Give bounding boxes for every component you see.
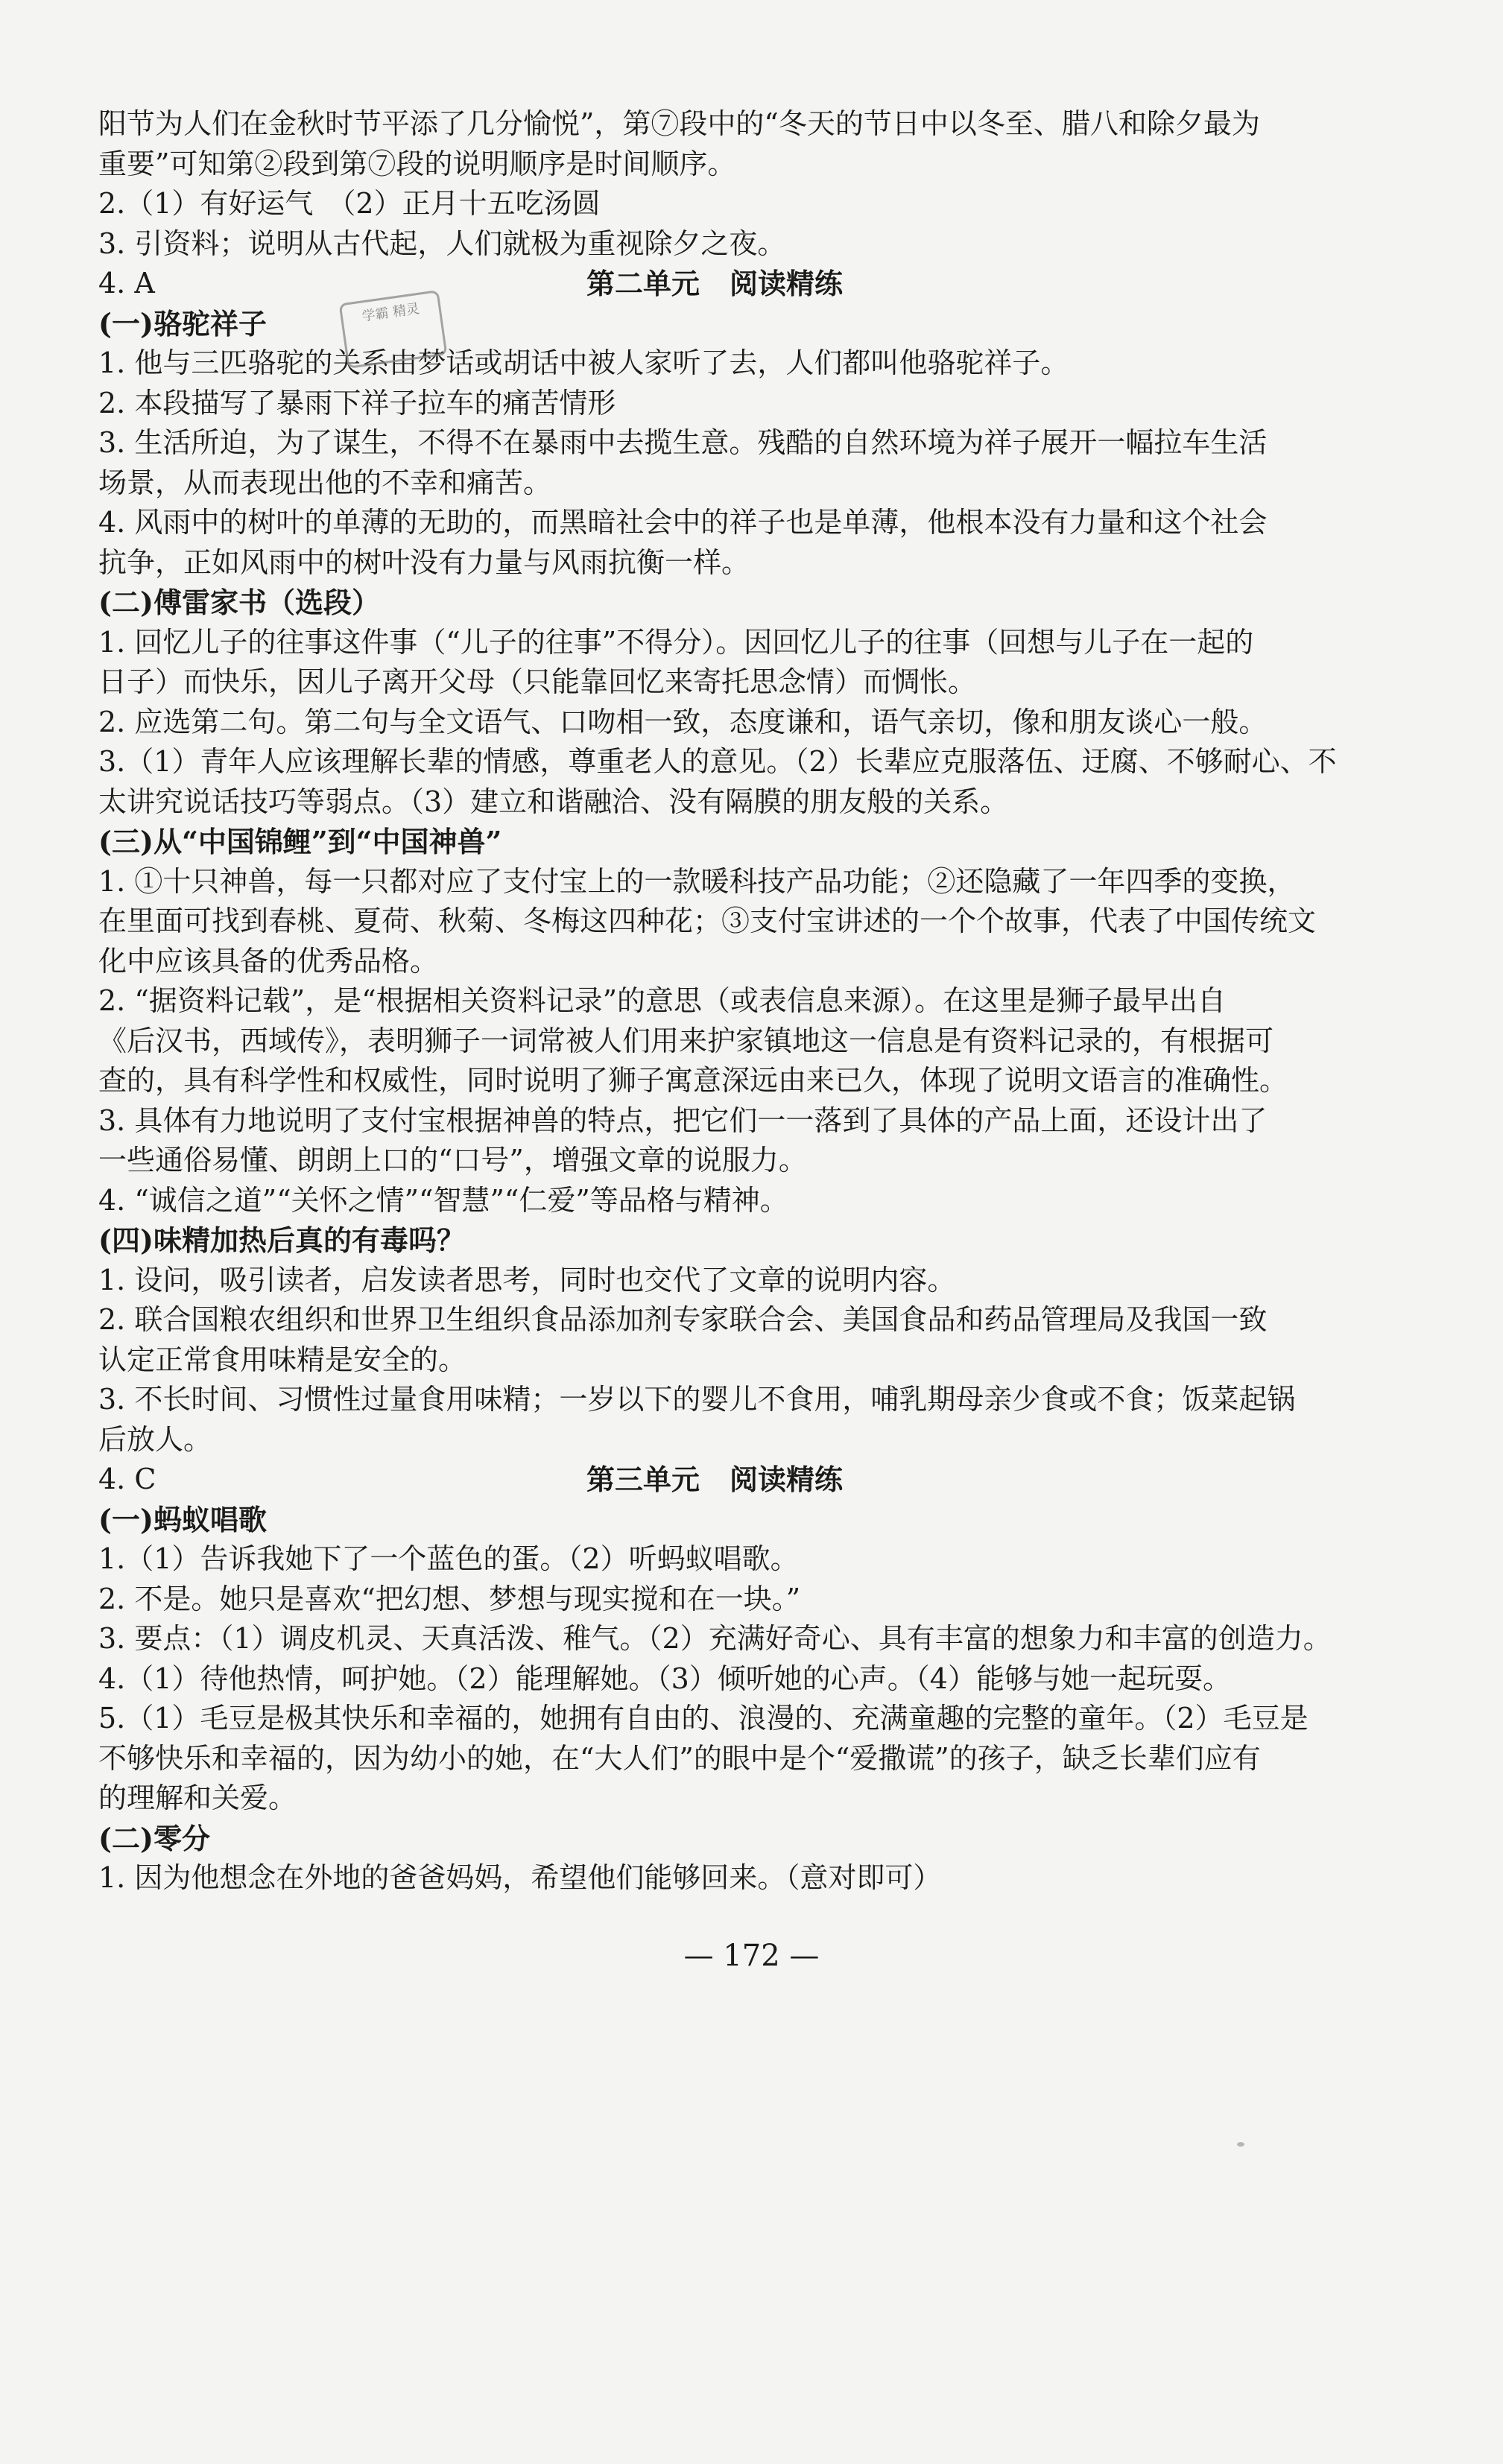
page-number: — 172 —: [683, 1939, 820, 1973]
text-line: 2. 联合国粮农组织和世界卫生组织食品添加剂专家联合会、美国食品和药品管理局及我国一致: [98, 1303, 1268, 1336]
text-line: 1. 回忆儿子的往事这件事（“儿子的往事”不得分）。因回忆儿子的往事（回想与儿子在一起的: [98, 625, 1254, 659]
text-line: 2. 不是。她只是喜欢“把幻想、梦想与现实搅和在一块。”: [98, 1582, 801, 1615]
text-line: 1. 设问，吸引读者，启发读者思考，同时也交代了文章的说明内容。: [98, 1263, 956, 1296]
answer-text: [98, 104, 1380, 1898]
text-line: 2. “据资料记载”，是“根据相关资料记录”的意思（或表信息来源）。在这里是狮子最早出自: [98, 984, 1227, 1017]
section-heading: (三)从“中国锦鲤”到“中国神兽”: [98, 825, 502, 858]
text-line: 2. 本段描写了暴雨下祥子拉车的痛苦情形: [98, 386, 616, 419]
unit3-title: [586, 1460, 843, 1500]
text-line: 2.（1）有好运气 （2）正月十五吃汤圆: [98, 187, 601, 220]
text-line: 3. 要点：（1）调皮机灵、天真活泼、稚气。（2）充满好奇心、具有丰富的想象力和丰富的创造力。: [98, 1622, 1332, 1655]
text-line: 《后汉书，西域传》，表明狮子一词常被人们用来护家镇地这一信息是有资料记录的，有根据可: [98, 1024, 1274, 1057]
text-line: 5.（1）毛豆是极其快乐和幸福的，她拥有自由的、浪漫的、充满童趣的完整的童年。（2）毛豆是: [98, 1702, 1309, 1735]
unit2-title-part: 第二单元: [586, 267, 700, 300]
text-line: 重要”可知第②段到第⑦段的说明顺序是时间顺序。: [98, 147, 736, 180]
text-line: 查的，具有科学性和权威性，同时说明了狮子寓意深远由来已久，体现了说明文语言的准确性。: [98, 1064, 1288, 1097]
text-line: 1. 他与三匹骆驼的关系由梦话或胡话中被人家听了去，人们都叫他骆驼祥子。: [98, 346, 1069, 379]
text-line: 1. 因为他想念在外地的爸爸妈妈，希望他们能够回来。（意对即可）: [98, 1861, 942, 1894]
section-heading: (四)味精加热后真的有毒吗？: [98, 1223, 465, 1257]
text-line: 化中应该具备的优秀品格。: [98, 944, 439, 978]
text-line: 1.（1）告诉我她下了一个蓝色的蛋。（2）听蚂蚁唱歌。: [98, 1542, 799, 1575]
text-line: 3. 生活所迫，为了谋生，不得不在暴雨中去揽生意。残酷的自然环境为祥子展开一幅拉车生活: [98, 426, 1268, 459]
watermark-stamp: 学霸 精灵: [339, 290, 448, 369]
text-line: 3. 引资料；说明从古代起，人们就极为重视除夕之夜。: [98, 227, 786, 260]
text-line: 后放人。: [98, 1422, 212, 1456]
text-line: 场景，从而表现出他的不幸和痛苦。: [98, 466, 552, 499]
text-line: 抗争，正如风雨中的树叶没有力量与风雨抗衡一样。: [98, 545, 750, 579]
text-line: 一些通俗易懂、朗朗上口的“口号”，增强文章的说服力。: [98, 1144, 807, 1176]
text-line: 太讲究说话技巧等弱点。（3）建立和谐融洽、没有隔膜的朋友般的关系。: [98, 785, 1009, 818]
text-line: 2. 应选第二句。第二句与全文语气、口吻相一致，态度谦和，语气亲切，像和朋友谈心一般。: [98, 705, 1268, 738]
section-heading: (一)骆驼祥子: [98, 306, 267, 341]
unit3-title-part: 第三单元: [586, 1463, 700, 1496]
text-line: 阳节为人们在金秋时节平添了几分愉悦”，第⑦段中的“冬天的节日中以冬至、腊八和除夕最为: [98, 107, 1260, 140]
text-line: 的理解和关爱。: [98, 1782, 297, 1814]
text-line: 3.（1）青年人应该理解长辈的情感，尊重老人的意见。（2）长辈应克服落伍、迂腐、不够耐心、不: [98, 745, 1337, 778]
text-line: 4. 风雨中的树叶的单薄的无助的，而黑暗社会中的祥子也是单薄，他根本没有力量和这个社会: [98, 506, 1268, 539]
text-line: 1. ①十只神兽，每一只都对应了支付宝上的一款暖科技产品功能；②还隐藏了一年四季的变换，: [98, 864, 1296, 898]
text-line: 4. “诚信之道”“关怀之情”“智慧”“仁爱”等品格与精神。: [98, 1183, 788, 1217]
text-line: 3. 具体有力地说明了支付宝根据神兽的特点，把它们一一落到了具体的产品上面，还设计出了: [98, 1103, 1268, 1137]
text-line: 在里面可找到春桃、夏荷、秋菊、冬梅这四种花；③支付宝讲述的一个个故事，代表了中国传统文: [98, 905, 1317, 937]
text-line: 4.（1）待他热情，呵护她。（2）能理解她。（3）倾听她的心声。（4）能够与她一起玩耍。: [98, 1662, 1231, 1695]
unit3-body: [98, 1500, 1380, 1898]
scan-speck: [1237, 2142, 1244, 2147]
section-heading: (二)傅雷家书（选段）: [98, 586, 380, 619]
section-heading: (二)零分: [98, 1821, 210, 1855]
answer-4a: 4. A: [98, 267, 155, 300]
section-heading: (一)蚂蚁唱歌: [98, 1502, 267, 1536]
unit2-title: [586, 264, 843, 304]
text-line: 日子）而快乐，因儿子离开父母（只能靠回忆来寄托思念情）而惆怅。: [98, 665, 977, 698]
unit3-row: [98, 1460, 1380, 1500]
answer-4c: 4. C: [98, 1463, 156, 1495]
unit2-row: [98, 264, 1380, 304]
unit3-title-part: 阅读精练: [730, 1463, 844, 1496]
text-line: 不够快乐和幸福的，因为幼小的她，在“大人们”的眼中是个“爱撒谎”的孩子，缺乏长辈们应有: [98, 1741, 1261, 1775]
text-line: 3. 不长时间、习惯性过量食用味精；一岁以下的婴儿不食用，哺乳期母亲少食或不食；饭菜起锅: [98, 1383, 1296, 1416]
text-line: 认定正常食用味精是安全的。: [98, 1343, 467, 1376]
unit2-body: [98, 304, 1380, 1460]
unit2-title-part: 阅读精练: [730, 267, 844, 300]
